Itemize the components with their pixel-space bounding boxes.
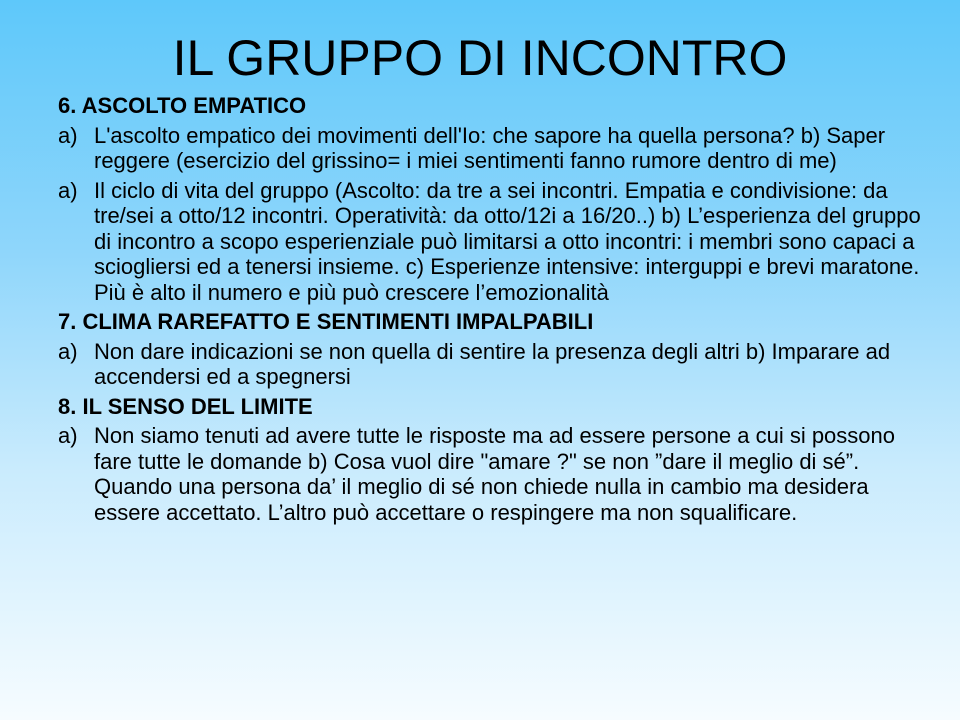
list-item-text: L'ascolto empatico dei movimenti dell'Io: che sapore ha quella persona? b) Saper reggere (esercizio del grissino= i miei sentimenti fanno rumore dentro di me) [94, 122, 886, 173]
list-item [58, 178, 938, 306]
list-marker: a) [58, 423, 78, 448]
list-item [58, 339, 938, 390]
list-item-text: Non dare indicazioni se non quella di sentire la presenza degli altri b) Imparare ad accendersi ed a spegnersi [94, 338, 891, 389]
list-item-text: Il ciclo di vita del gruppo (Ascolto: da tre a sei incontri. Empatia e condivisione: da tre/sei a otto/12 incontri. Operatività: da otto/12i a 16/20..) b) L’esperienza del gruppo di incontro a scopo esperienziale può limitarsi a otto incontri: i membri sono capaci a sciogliersi ed a tenersi insieme. c) Esperienze intensive: interguppi e brevi maratone. Più è alto il numero e più può crescere l’emozionalità [94, 177, 921, 305]
section-heading-ascolto-empatico: 6. ASCOLTO EMPATICO [58, 93, 307, 118]
list-item-text: Non siamo tenuti ad avere tutte le risposte ma ad essere persone a cui si possono fare tutte le domande b) Cosa vuol dire "amare ?" se non ”dare il meglio di sé”. Quando una persona da’ il meglio di sé non chiede nulla in cambio ma desidera essere accettato. L’altro può accettare o respingere ma non squalificare. [94, 423, 896, 525]
list-item [58, 123, 938, 174]
slide-body [58, 93, 938, 529]
list-marker: a) [58, 177, 78, 203]
section-heading-senso-del-limite: 8. IL SENSO DEL LIMITE [58, 393, 313, 419]
section-heading-clima-rarefatto: 7. CLIMA RAREFATTO E SENTIMENTI IMPALPABILI [58, 309, 594, 334]
list-marker: a) [58, 122, 78, 148]
list-item [58, 423, 938, 525]
list-marker: a) [58, 338, 78, 364]
slide-title: IL GRUPPO DI INCONTRO [172, 30, 788, 86]
